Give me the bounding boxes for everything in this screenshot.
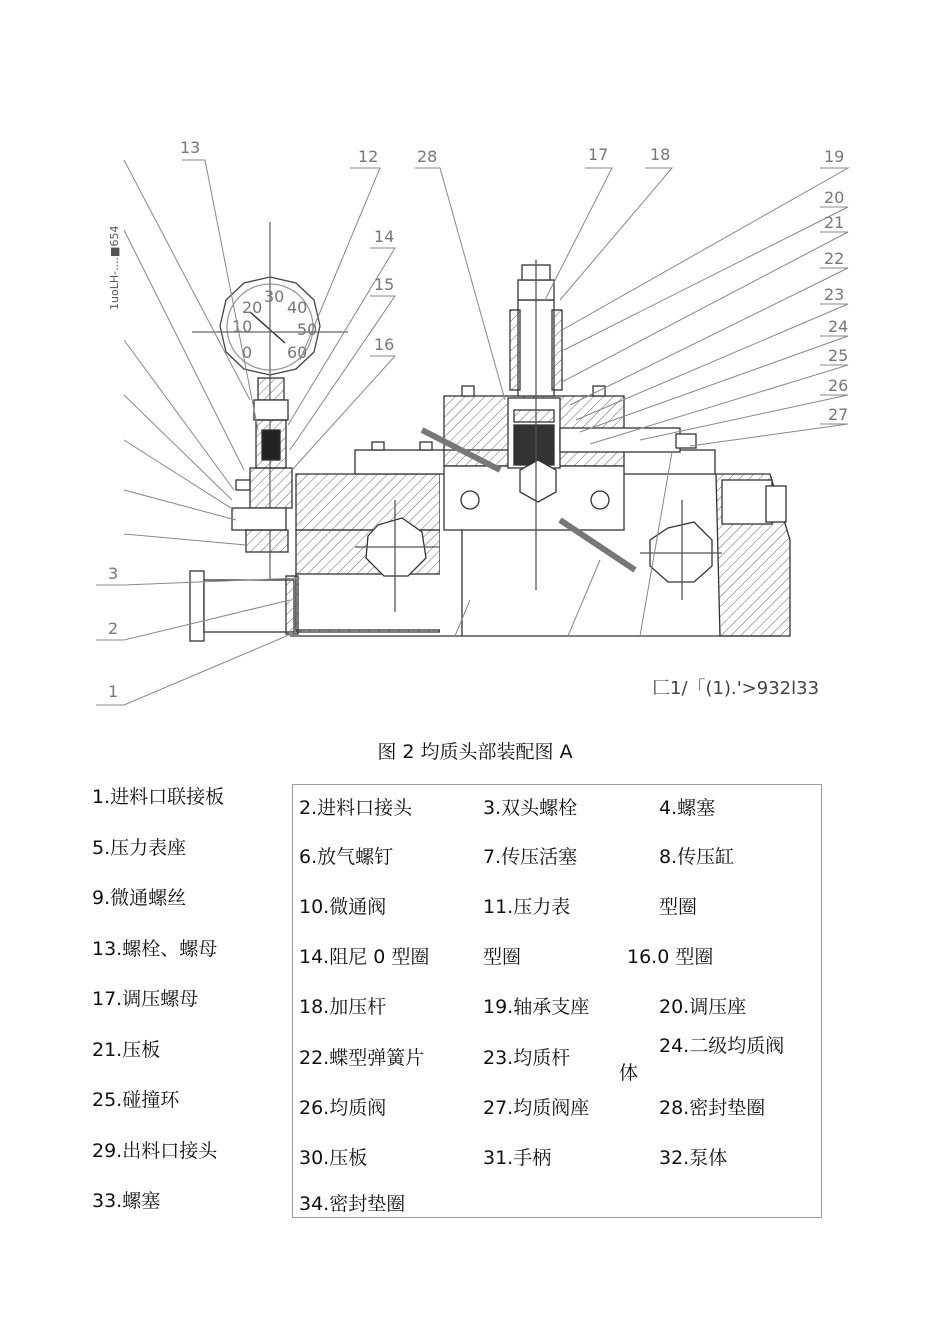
- list-item: 13.螺栓、螺母: [92, 937, 218, 960]
- list-item: 29.出料口接头: [92, 1139, 218, 1162]
- callout-28: 28: [417, 147, 438, 166]
- table-cell: 4.螺塞: [659, 797, 716, 819]
- gauge-tick: 0: [242, 343, 253, 362]
- parts-list-left: [92, 780, 292, 1235]
- table-cell: 24.二级均质阀: [659, 1035, 785, 1057]
- table-cell: 3.双头螺栓: [483, 797, 578, 819]
- gauge-tick: 50: [297, 320, 318, 339]
- callout-19: 19: [824, 147, 845, 166]
- callout-15: 15: [374, 275, 395, 294]
- gauge-tick: 40: [287, 298, 308, 317]
- list-item: 17.调压螺母: [92, 988, 199, 1010]
- table-cell: 11.压力表: [483, 896, 571, 918]
- callout-26: 26: [828, 376, 849, 395]
- table-cell: 18.加压杆: [299, 996, 387, 1018]
- callout-21: 21: [824, 213, 845, 232]
- list-item: 33.螺塞: [92, 1190, 161, 1212]
- callout-27: 27: [828, 405, 849, 424]
- table-cell: 27.均质阀座: [483, 1097, 590, 1119]
- callout-17: 17: [588, 145, 609, 164]
- gauge-tick: 20: [242, 298, 263, 317]
- callout-3: 3: [108, 564, 119, 583]
- table-cell: 31.手柄: [483, 1147, 552, 1169]
- callout-18: 18: [650, 145, 671, 164]
- callout-12: 12: [358, 147, 379, 166]
- table-cell: 2.进料口接头: [299, 797, 413, 819]
- table-cell: 34.密封垫圈: [299, 1193, 406, 1215]
- figure-caption: 图 2 均质头部装配图 A: [377, 741, 573, 763]
- callout-22: 22: [824, 249, 845, 268]
- table-cell: 型圈: [483, 946, 522, 968]
- list-item: 1.进料口联接板: [92, 786, 225, 808]
- table-cell: 型圈: [659, 896, 698, 918]
- gauge-tick: 60: [287, 343, 308, 362]
- gauge-scale: [232, 287, 317, 362]
- callout-24: 24: [828, 317, 849, 336]
- callout-14: 14: [374, 227, 395, 246]
- table-cell: 14.阻尼 0 型圈: [299, 946, 430, 968]
- callout-23: 23: [824, 285, 845, 304]
- table-cell: 体: [619, 1062, 639, 1084]
- list-item: 5.压力表座: [92, 836, 187, 859]
- gauge-tick: 30: [264, 287, 285, 306]
- table-cell: 30.压板: [299, 1147, 368, 1169]
- table-cell: 19.轴承支座: [483, 996, 590, 1018]
- table-cell: 20.调压座: [659, 996, 747, 1018]
- table-cell: 7.传压活塞: [483, 846, 578, 868]
- table-cell: 28.密封垫圈: [659, 1097, 766, 1119]
- table-cell: 22.蝶型弹簧片: [299, 1047, 425, 1069]
- list-item: 21.压板: [92, 1038, 161, 1061]
- drawing-number-mark: 匚1/「(1).'>932l33: [652, 678, 820, 699]
- callout-20: 20: [824, 188, 845, 207]
- table-cell: 26.均质阀: [299, 1097, 387, 1119]
- callout-2: 2: [108, 619, 119, 638]
- callout-13: 13: [180, 138, 201, 157]
- drawing-stamp: 1uoLH-....■654: [108, 225, 121, 310]
- table-cell: 10.微通阀: [299, 896, 387, 918]
- callout-1: 1: [108, 682, 119, 701]
- table-cell: 16.0 型圈: [627, 946, 714, 968]
- callout-25: 25: [828, 346, 849, 365]
- callout-16: 16: [374, 335, 395, 354]
- table-cell: 23.均质杆: [483, 1047, 571, 1069]
- parts-table: [292, 784, 822, 1218]
- table-cell: 32.泵体: [659, 1147, 728, 1169]
- list-item: 9.微通螺丝: [92, 887, 187, 909]
- table-cell: 6.放气螺钉: [299, 846, 394, 868]
- table-cell: 8.传压缸: [659, 846, 735, 868]
- gauge-tick: 10: [232, 317, 253, 336]
- list-item: 25.碰撞环: [92, 1089, 180, 1111]
